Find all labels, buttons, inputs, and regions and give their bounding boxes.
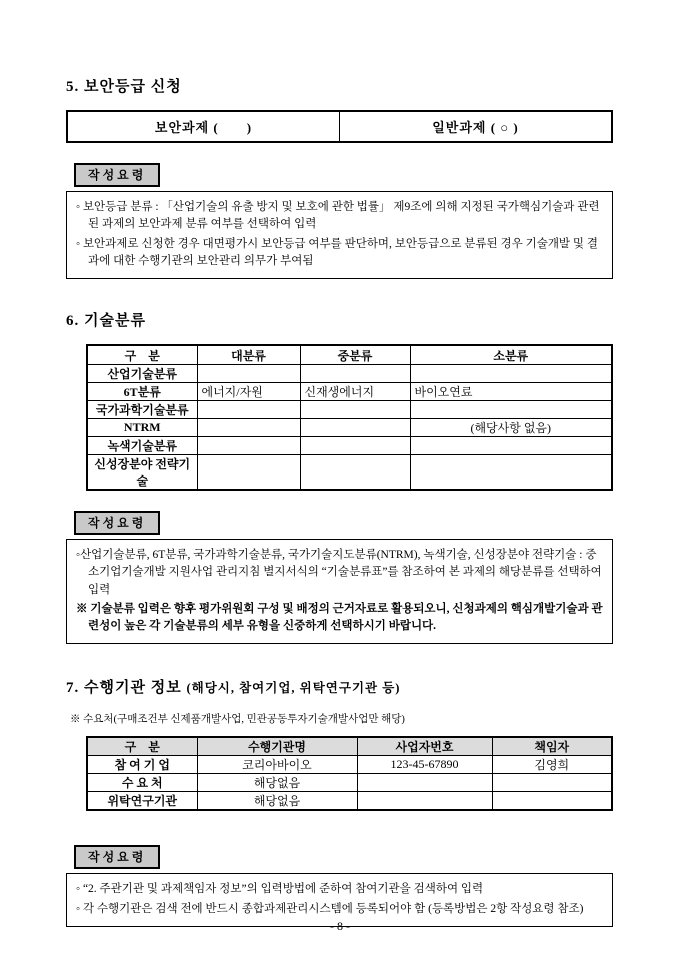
section7-note: ※ 수요처(구매조건부 신제품개발사업, 민관공동투자기술개발사업만 해당) xyxy=(70,714,405,726)
tech-classification-table xyxy=(86,344,613,491)
table-row xyxy=(87,365,612,383)
section6-guideline-group xyxy=(66,511,613,644)
cell-middle: 신재생에너지 xyxy=(300,383,410,401)
section6-heading: 6. 기술분류 xyxy=(66,313,146,329)
cell-org-name: 해당없음 xyxy=(197,774,357,792)
cell-major xyxy=(197,365,300,383)
row-label: 수 요 처 xyxy=(87,774,197,792)
table-row xyxy=(87,756,612,774)
guideline-label: 작성요령 xyxy=(74,163,160,187)
cell-minor xyxy=(410,437,612,455)
section7-heading-main: 7. 수행기관 정보 xyxy=(66,680,182,697)
cell-major xyxy=(197,455,300,491)
column-header: 수행기관명 xyxy=(197,737,357,756)
cell-major: 에너지/자원 xyxy=(197,383,300,401)
row-label: NTRM xyxy=(87,419,197,437)
cell-major xyxy=(197,437,300,455)
row-label: 6T분류 xyxy=(87,383,197,401)
cell-middle xyxy=(300,401,410,419)
table-row xyxy=(87,383,612,401)
column-header: 구 분 xyxy=(87,737,197,756)
section7-heading xyxy=(66,676,613,697)
row-label: 참 여 기 업 xyxy=(87,756,197,774)
section7-heading-paren: (해당시, 참여기업, 위탁연구기관 등) xyxy=(186,681,401,696)
guideline-item: ◦ 보안과제로 신청한 경우 대면평가시 보안등급 여부를 판단하며, 보안등급으로 분류된 경우 기술개발 및 결과에 대한 수행기관의 보안관리 의무가 부여됨 xyxy=(76,237,599,267)
performing-org-table xyxy=(86,736,613,811)
table-row xyxy=(87,792,612,811)
cell-middle xyxy=(300,419,410,437)
guideline-label: 작성요령 xyxy=(74,845,160,869)
section5-guideline-group xyxy=(66,163,613,279)
row-label: 위탁연구기관 xyxy=(87,792,197,811)
guideline-item: ◦ 보안등급 분류 : 「산업기술의 유출 방지 및 보호에 관한 법률」 제9조에 의해 지정된 국가핵심기술과 관련된 과제의 보안과제 분류 여부를 선택하여 입력 xyxy=(76,201,600,231)
section7-guideline-group xyxy=(66,845,613,927)
column-header: 책임자 xyxy=(492,737,612,756)
column-header: 사업자번호 xyxy=(357,737,492,756)
cell-major xyxy=(197,419,300,437)
cell-org-name: 코리아바이오 xyxy=(197,756,357,774)
section5-heading: 5. 보안등급 신청 xyxy=(66,79,182,95)
security-grade-table xyxy=(66,110,613,143)
row-label: 국가과학기술분류 xyxy=(87,401,197,419)
guideline-box xyxy=(66,539,613,644)
table-row xyxy=(87,437,612,455)
table-header-row xyxy=(87,345,612,365)
guideline-item: ◦산업기술분류, 6T분류, 국가과학기술분류, 국가기술지도분류(NTRM), 녹색기술, 신성장분야 전략기술 : 중소기업기술개발 지원사업 관리지침 별지서식의 “기술분류표”를 참조하여 본 과제의 해당분류를 선택하여 입력 xyxy=(76,549,602,596)
table-header-row xyxy=(87,737,612,756)
cell-business-number: 123-45-67890 xyxy=(357,756,492,774)
table-row xyxy=(87,419,612,437)
cell-minor: 바이오연료 xyxy=(410,383,612,401)
guideline-item: ◦ 각 수행기관은 검색 전에 반드시 종합과제관리시스템에 등록되어야 함 (등록방법은 2항 작성요령 참조) xyxy=(76,902,584,915)
cell-manager xyxy=(492,774,612,792)
cell-business-number xyxy=(357,792,492,811)
cell-middle xyxy=(300,455,410,491)
cell-minor xyxy=(410,455,612,491)
table-row xyxy=(87,455,612,491)
guideline-item: ※ 기술분류 입력은 향후 평가위원회 구성 및 배정의 근거자료로 활용되오니, 신청과제의 핵심개발기술과 관련성이 높은 각 기술분류의 세부 유형을 신중하게 선택하시기 바랍니다. xyxy=(76,602,603,632)
cell-middle xyxy=(300,437,410,455)
column-header: 소분류 xyxy=(410,345,612,365)
cell-org-name: 해당없음 xyxy=(197,792,357,811)
column-header: 구 분 xyxy=(87,345,197,365)
cell-minor xyxy=(410,401,612,419)
cell-minor xyxy=(410,365,612,383)
cell-major xyxy=(197,401,300,419)
general-task-cell: 일반과제 ( ○ ) xyxy=(340,111,613,142)
cell-business-number xyxy=(357,774,492,792)
table-row xyxy=(87,774,612,792)
row-label: 녹색기술분류 xyxy=(87,437,197,455)
guideline-label: 작성요령 xyxy=(74,511,160,535)
cell-manager xyxy=(492,792,612,811)
cell-middle xyxy=(300,365,410,383)
security-task-cell: 보안과제 ( ) xyxy=(67,111,340,142)
guideline-box xyxy=(66,191,613,279)
page-number: - 8 - xyxy=(330,919,350,933)
table-row xyxy=(67,111,612,142)
cell-minor: (해당사항 없음) xyxy=(410,419,612,437)
guideline-item: ◦ “2. 주관기관 및 과제책임자 정보”의 입력방법에 준하여 참여기관을 검색하여 입력 xyxy=(76,883,484,896)
table-row xyxy=(87,401,612,419)
row-label: 신성장분야 전략기술 xyxy=(87,455,197,491)
column-header: 중분류 xyxy=(300,345,410,365)
cell-manager: 김영희 xyxy=(492,756,612,774)
row-label: 산업기술분류 xyxy=(87,365,197,383)
column-header: 대분류 xyxy=(197,345,300,365)
